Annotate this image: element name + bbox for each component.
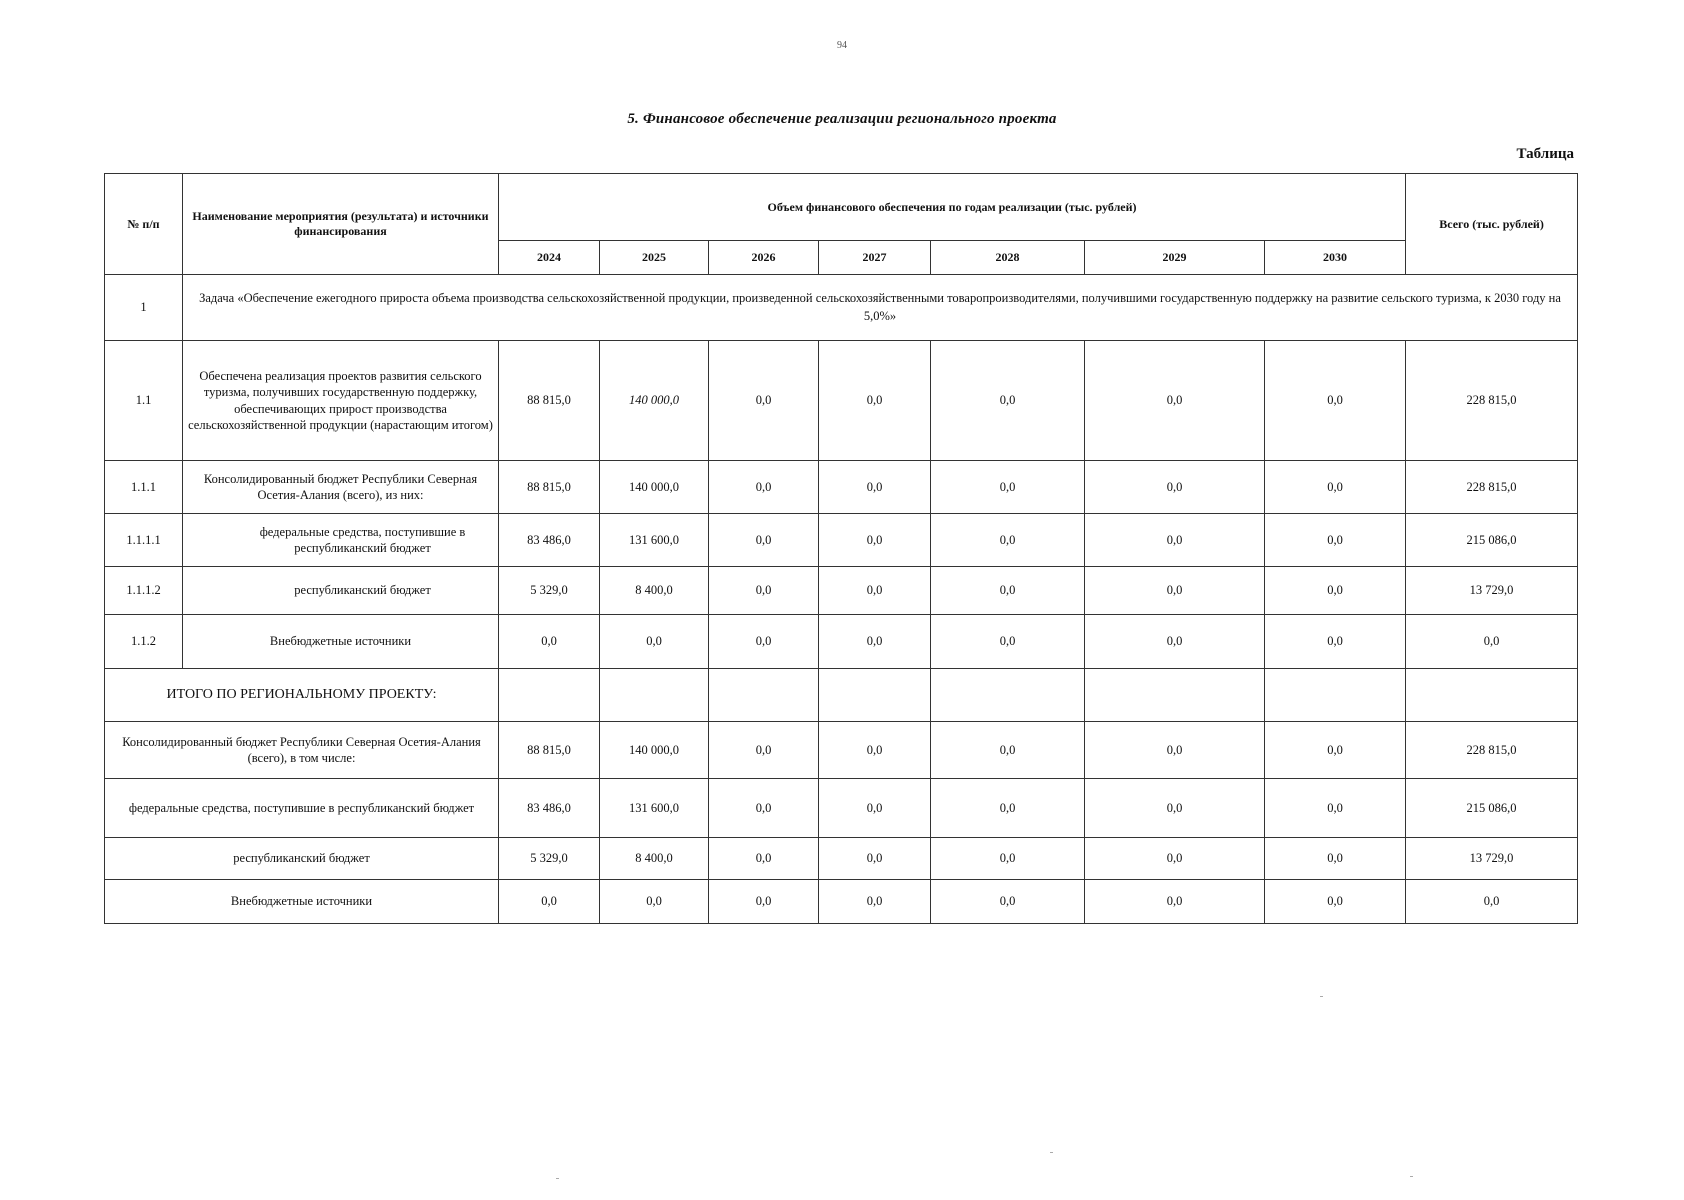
header-year: 2028 [931, 241, 1085, 275]
summary-value: 0,0 [931, 838, 1085, 880]
row-value: 0,0 [1265, 567, 1406, 615]
row-value: 0,0 [1085, 461, 1265, 514]
row-value: 0,0 [1265, 461, 1406, 514]
row-value: 8 400,0 [600, 567, 709, 615]
row-num: 1.1.2 [105, 615, 183, 669]
summary-value: 0,0 [709, 880, 819, 924]
empty-cell [931, 669, 1085, 722]
row-value: 0,0 [931, 341, 1085, 461]
row-value: 0,0 [819, 615, 931, 669]
summary-value: 0,0 [1085, 722, 1265, 779]
row-value: 0,0 [931, 461, 1085, 514]
task-row [105, 275, 1578, 341]
summary-value: 0,0 [819, 779, 931, 838]
row-num: 1.1.1 [105, 461, 183, 514]
row-num: 1.1 [105, 341, 183, 461]
empty-cell [600, 669, 709, 722]
row-num: 1.1.1.1 [105, 514, 183, 567]
summary-value: 0,0 [1085, 880, 1265, 924]
row-value: 0,0 [931, 567, 1085, 615]
summary-value: 0,0 [709, 722, 819, 779]
summary-value: 0,0 [819, 880, 931, 924]
row-value: 0,0 [499, 615, 600, 669]
summary-total: 215 086,0 [1406, 779, 1578, 838]
row-value: 88 815,0 [499, 341, 600, 461]
header-num: № п/п [105, 174, 183, 275]
scan-speck [1320, 996, 1323, 997]
summary-value: 0,0 [499, 880, 600, 924]
summary-value: 0,0 [931, 722, 1085, 779]
row-value: 0,0 [1265, 341, 1406, 461]
table-row [105, 615, 1578, 669]
row-name: Внебюджетные источники [183, 615, 499, 669]
summary-row [105, 838, 1578, 880]
summary-value: 0,0 [1085, 838, 1265, 880]
row-value: 0,0 [819, 514, 931, 567]
summary-value: 0,0 [819, 722, 931, 779]
empty-cell [1085, 669, 1265, 722]
table-row [105, 341, 1578, 461]
summary-value: 0,0 [1265, 779, 1406, 838]
empty-cell [499, 669, 600, 722]
summary-value: 0,0 [709, 779, 819, 838]
task-text: «Обеспечение ежегодного прироста объема производства сельскохозяйственной продукции, произведенной сельскохозяйственными товаропроизводителями, получившими государственную поддержку на развитие сельского туризма, к 2030 году на 5,0%» [237, 291, 1561, 323]
header-name: Наименование мероприятия (результата) и источники финансирования [183, 174, 499, 275]
row-total: 228 815,0 [1406, 341, 1578, 461]
row-name: Обеспечена реализация проектов развития сельского туризма, получивших государственную поддержку, обеспечивающих прирост производства сельскохозяйственной продукции (нарастающим итогом) [183, 341, 499, 461]
summary-value: 0,0 [600, 880, 709, 924]
row-total: 0,0 [1406, 615, 1578, 669]
header-year: 2024 [499, 241, 600, 275]
empty-cell [1265, 669, 1406, 722]
header-year: 2030 [1265, 241, 1406, 275]
summary-value: 131 600,0 [600, 779, 709, 838]
summary-name: федеральные средства, поступившие в республиканский бюджет [105, 779, 499, 838]
summary-value: 0,0 [1085, 779, 1265, 838]
row-value: 0,0 [819, 461, 931, 514]
summary-name: Внебюджетные источники [105, 880, 499, 924]
totals-heading: ИТОГО ПО РЕГИОНАЛЬНОМУ ПРОЕКТУ: [105, 669, 499, 722]
row-name: Консолидированный бюджет Республики Северная Осетия-Алания (всего), из них: [183, 461, 499, 514]
summary-row [105, 722, 1578, 779]
summary-row [105, 779, 1578, 838]
summary-name: Консолидированный бюджет Республики Северная Осетия-Алания (всего), в том числе: [105, 722, 499, 779]
task-description [183, 275, 1578, 341]
header-year: 2026 [709, 241, 819, 275]
row-value: 0,0 [1085, 615, 1265, 669]
summary-value: 0,0 [819, 838, 931, 880]
page-number: 94 [837, 40, 847, 51]
row-num: 1.1.1.2 [105, 567, 183, 615]
row-value: 0,0 [709, 341, 819, 461]
row-value: 0,0 [709, 567, 819, 615]
row-value: 0,0 [1265, 514, 1406, 567]
row-total: 228 815,0 [1406, 461, 1578, 514]
row-value: 0,0 [709, 461, 819, 514]
table-caption: Таблица [1516, 146, 1574, 162]
financing-table [104, 173, 1578, 924]
empty-cell [1406, 669, 1578, 722]
table-row [105, 514, 1578, 567]
summary-value: 0,0 [1265, 880, 1406, 924]
row-total: 13 729,0 [1406, 567, 1578, 615]
header-year: 2025 [600, 241, 709, 275]
summary-value: 8 400,0 [600, 838, 709, 880]
header-year: 2027 [819, 241, 931, 275]
row-value: 0,0 [1085, 341, 1265, 461]
row-value: 83 486,0 [499, 514, 600, 567]
row-value: 140 000,0 [600, 461, 709, 514]
row-value: 0,0 [819, 341, 931, 461]
row-value: 140 000,0 [600, 341, 709, 461]
row-value: 0,0 [1085, 514, 1265, 567]
table-row [105, 461, 1578, 514]
row-value: 0,0 [709, 514, 819, 567]
summary-value: 0,0 [931, 779, 1085, 838]
task-label: Задача [199, 291, 235, 305]
summary-value: 88 815,0 [499, 722, 600, 779]
summary-value: 0,0 [1265, 838, 1406, 880]
row-value: 0,0 [709, 615, 819, 669]
header-year: 2029 [1085, 241, 1265, 275]
summary-total: 13 729,0 [1406, 838, 1578, 880]
empty-cell [709, 669, 819, 722]
row-value: 5 329,0 [499, 567, 600, 615]
summary-value: 5 329,0 [499, 838, 600, 880]
row-value: 131 600,0 [600, 514, 709, 567]
summary-value: 83 486,0 [499, 779, 600, 838]
summary-value: 0,0 [1265, 722, 1406, 779]
row-value: 0,0 [931, 615, 1085, 669]
row-value: 88 815,0 [499, 461, 600, 514]
row-value: 0,0 [819, 567, 931, 615]
row-value: 0,0 [931, 514, 1085, 567]
scan-speck [1050, 1152, 1053, 1153]
scan-speck [1410, 1176, 1413, 1177]
row-value: 0,0 [1085, 567, 1265, 615]
row-total: 215 086,0 [1406, 514, 1578, 567]
summary-total: 0,0 [1406, 880, 1578, 924]
empty-cell [819, 669, 931, 722]
summary-value: 0,0 [709, 838, 819, 880]
row-value: 0,0 [1265, 615, 1406, 669]
table-row [105, 567, 1578, 615]
summary-value: 0,0 [931, 880, 1085, 924]
header-volume: Объем финансового обеспечения по годам реализации (тыс. рублей) [499, 174, 1406, 241]
header-total: Всего (тыс. рублей) [1406, 174, 1578, 275]
section-title: 5. Финансовое обеспечение реализации регионального проекта [627, 111, 1057, 127]
summary-row [105, 880, 1578, 924]
summary-total: 228 815,0 [1406, 722, 1578, 779]
row-name: федеральные средства, поступившие в республиканский бюджет [183, 514, 499, 567]
scan-speck [556, 1178, 559, 1179]
task-num: 1 [105, 275, 183, 341]
totals-heading-row [105, 669, 1578, 722]
row-value: 0,0 [600, 615, 709, 669]
summary-value: 140 000,0 [600, 722, 709, 779]
summary-name: республиканский бюджет [105, 838, 499, 880]
row-name: республиканский бюджет [183, 567, 499, 615]
